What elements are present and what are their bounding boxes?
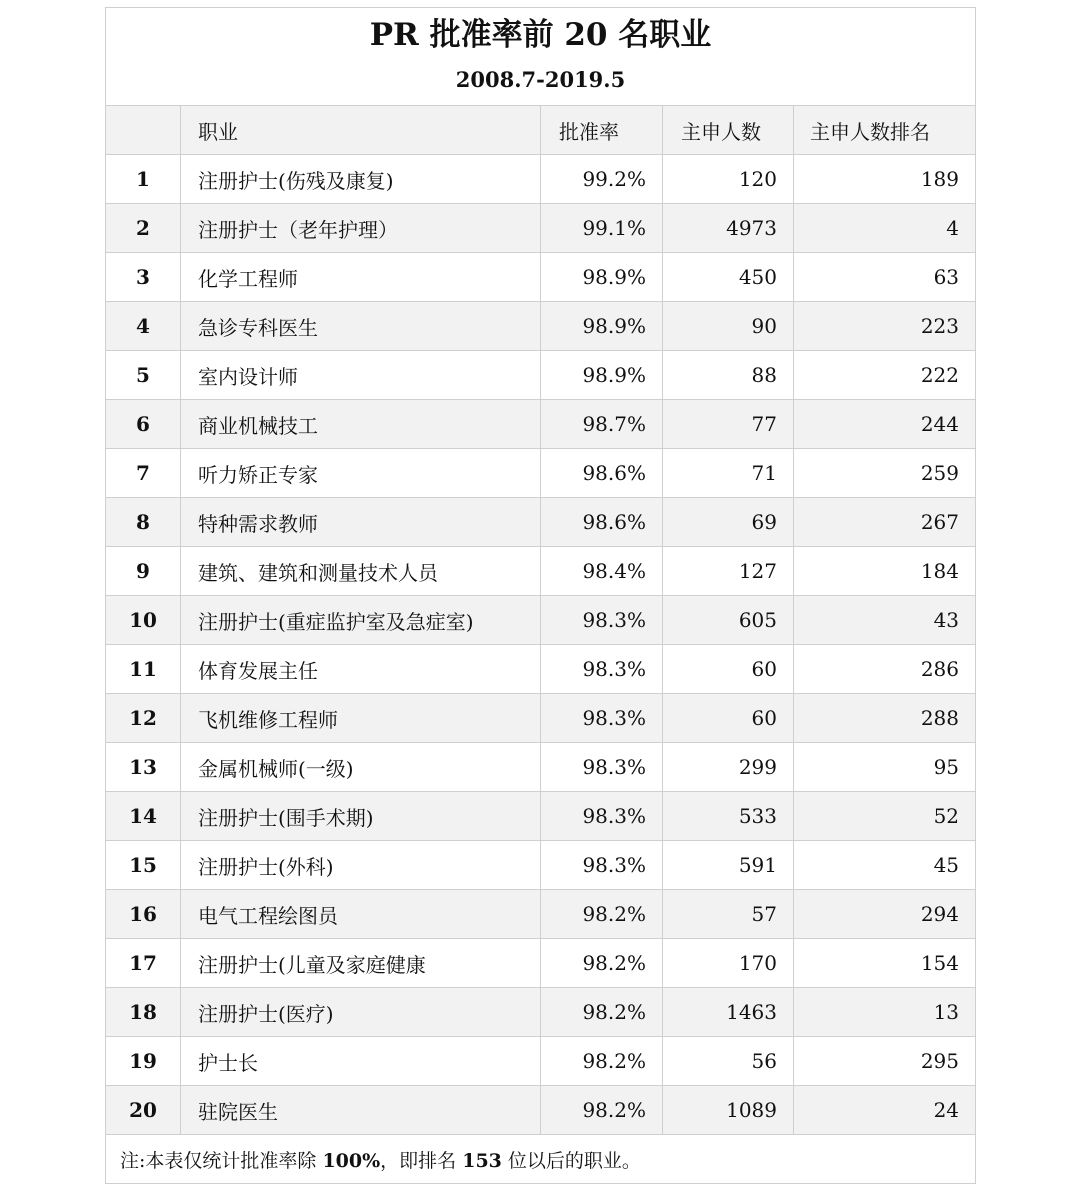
applicant-rank-cell: 295 (794, 1037, 976, 1086)
applicant-rank-cell: 43 (794, 596, 976, 645)
applicants-cell: 60 (663, 694, 794, 743)
applicants-cell: 88 (663, 351, 794, 400)
approval-rate-cell: 98.9% (541, 253, 663, 302)
rank-cell: 8 (106, 498, 181, 547)
table-row (106, 694, 976, 743)
applicant-rank-cell: 288 (794, 694, 976, 743)
approval-rate-cell: 98.4% (541, 547, 663, 596)
applicants-cell: 127 (663, 547, 794, 596)
occupation-cell: 注册护士(重症监护室及急症室) (181, 596, 541, 645)
occupation-cell: 注册护士(儿童及家庭健康 (181, 939, 541, 988)
applicant-rank-cell: 286 (794, 645, 976, 694)
rank-cell: 14 (106, 792, 181, 841)
rank-cell: 17 (106, 939, 181, 988)
applicant-rank-cell: 184 (794, 547, 976, 596)
approval-rate-cell: 98.2% (541, 1086, 663, 1135)
applicants-cell: 533 (663, 792, 794, 841)
occupation-cell: 注册护士(伤残及康复) (181, 155, 541, 204)
rank-cell: 6 (106, 400, 181, 449)
approval-rate-cell: 98.3% (541, 645, 663, 694)
approval-rate-cell: 98.2% (541, 988, 663, 1037)
title-cell (106, 8, 976, 106)
note-bold-rank: 153 (462, 1149, 502, 1172)
occupation-cell: 注册护士(医疗) (181, 988, 541, 1037)
table-row (106, 939, 976, 988)
occupation-cell: 电气工程绘图员 (181, 890, 541, 939)
approval-rate-cell: 98.3% (541, 596, 663, 645)
note-prefix: 注:本表仅统计批准率除 (120, 1149, 323, 1172)
approval-rate-cell: 98.9% (541, 302, 663, 351)
rank-cell: 1 (106, 155, 181, 204)
approval-rate-cell: 98.2% (541, 939, 663, 988)
applicant-rank-cell: 63 (794, 253, 976, 302)
applicant-rank-cell: 267 (794, 498, 976, 547)
occupation-cell: 室内设计师 (181, 351, 541, 400)
rank-cell: 2 (106, 204, 181, 253)
table-row (106, 498, 976, 547)
occupation-cell: 注册护士（老年护理） (181, 204, 541, 253)
header-row (106, 106, 976, 155)
table-row (106, 351, 976, 400)
applicant-rank-cell: 294 (794, 890, 976, 939)
table-body (106, 155, 976, 1135)
applicant-rank-cell: 222 (794, 351, 976, 400)
table-row (106, 1086, 976, 1135)
applicant-rank-cell: 244 (794, 400, 976, 449)
applicants-cell: 71 (663, 449, 794, 498)
applicant-rank-cell: 24 (794, 1086, 976, 1135)
approval-rate-cell: 99.2% (541, 155, 663, 204)
approval-rate-table (105, 7, 976, 1184)
applicants-cell: 299 (663, 743, 794, 792)
table-row (106, 841, 976, 890)
occupation-cell: 金属机械师(一级) (181, 743, 541, 792)
table-row (106, 1037, 976, 1086)
table-row (106, 743, 976, 792)
occupation-cell: 体育发展主任 (181, 645, 541, 694)
occupation-cell: 驻院医生 (181, 1086, 541, 1135)
applicants-cell: 57 (663, 890, 794, 939)
rank-cell: 4 (106, 302, 181, 351)
approval-rate-cell: 98.3% (541, 841, 663, 890)
rank-cell: 19 (106, 1037, 181, 1086)
applicants-cell: 1463 (663, 988, 794, 1037)
applicant-rank-cell: 45 (794, 841, 976, 890)
rank-cell: 7 (106, 449, 181, 498)
table-row (106, 988, 976, 1037)
approval-rate-cell: 98.3% (541, 743, 663, 792)
approval-rate-cell: 98.3% (541, 694, 663, 743)
page-title: PR 批准率前 20 名职业 (369, 17, 712, 53)
rank-cell: 5 (106, 351, 181, 400)
header-occupation: 职业 (181, 106, 541, 155)
rank-cell: 15 (106, 841, 181, 890)
table-row (106, 792, 976, 841)
rank-cell: 18 (106, 988, 181, 1037)
rank-cell: 20 (106, 1086, 181, 1135)
applicants-cell: 56 (663, 1037, 794, 1086)
occupation-cell: 听力矫正专家 (181, 449, 541, 498)
date-range: 2008.7-2019.5 (455, 67, 626, 92)
occupation-cell: 商业机械技工 (181, 400, 541, 449)
rank-cell: 12 (106, 694, 181, 743)
table-row (106, 400, 976, 449)
rank-cell: 11 (106, 645, 181, 694)
table-row (106, 596, 976, 645)
applicants-cell: 605 (663, 596, 794, 645)
applicant-rank-cell: 95 (794, 743, 976, 792)
approval-rate-cell: 98.3% (541, 792, 663, 841)
rank-cell: 10 (106, 596, 181, 645)
header-approval-rate: 批准率 (541, 106, 663, 155)
applicants-cell: 1089 (663, 1086, 794, 1135)
applicants-cell: 450 (663, 253, 794, 302)
occupation-cell: 注册护士(围手术期) (181, 792, 541, 841)
approval-rate-cell: 98.6% (541, 498, 663, 547)
applicants-cell: 90 (663, 302, 794, 351)
occupation-cell: 化学工程师 (181, 253, 541, 302)
table-row (106, 547, 976, 596)
applicants-cell: 60 (663, 645, 794, 694)
applicant-rank-cell: 52 (794, 792, 976, 841)
applicants-cell: 591 (663, 841, 794, 890)
footnote (106, 1135, 976, 1184)
approval-rate-cell: 99.1% (541, 204, 663, 253)
occupation-cell: 建筑、建筑和测量技术人员 (181, 547, 541, 596)
header-applicant-rank: 主申人数排名 (794, 106, 976, 155)
applicant-rank-cell: 223 (794, 302, 976, 351)
occupation-cell: 飞机维修工程师 (181, 694, 541, 743)
occupation-cell: 特种需求教师 (181, 498, 541, 547)
note-bold-percent: 100% (322, 1149, 381, 1172)
approval-rate-cell: 98.2% (541, 890, 663, 939)
applicants-cell: 77 (663, 400, 794, 449)
table-row (106, 253, 976, 302)
header-rank (106, 106, 181, 155)
note-suffix: 位以后的职业。 (501, 1149, 641, 1172)
occupation-cell: 急诊专科医生 (181, 302, 541, 351)
applicants-cell: 120 (663, 155, 794, 204)
approval-rate-cell: 98.9% (541, 351, 663, 400)
occupation-cell: 护士长 (181, 1037, 541, 1086)
approval-rate-cell: 98.7% (541, 400, 663, 449)
applicants-cell: 4973 (663, 204, 794, 253)
note-middle: ，即排名 (380, 1149, 463, 1172)
rank-cell: 3 (106, 253, 181, 302)
applicant-rank-cell: 259 (794, 449, 976, 498)
approval-rate-cell: 98.2% (541, 1037, 663, 1086)
applicant-rank-cell: 189 (794, 155, 976, 204)
note-row (106, 1135, 976, 1184)
applicant-rank-cell: 13 (794, 988, 976, 1037)
applicant-rank-cell: 4 (794, 204, 976, 253)
occupation-cell: 注册护士(外科) (181, 841, 541, 890)
table-row (106, 155, 976, 204)
applicant-rank-cell: 154 (794, 939, 976, 988)
table-row (106, 204, 976, 253)
table-row (106, 302, 976, 351)
rank-cell: 13 (106, 743, 181, 792)
approval-rate-cell: 98.6% (541, 449, 663, 498)
table-row (106, 890, 976, 939)
applicants-cell: 170 (663, 939, 794, 988)
header-applicants: 主申人数 (663, 106, 794, 155)
table-row (106, 645, 976, 694)
rank-cell: 9 (106, 547, 181, 596)
rank-cell: 16 (106, 890, 181, 939)
applicants-cell: 69 (663, 498, 794, 547)
table-row (106, 449, 976, 498)
